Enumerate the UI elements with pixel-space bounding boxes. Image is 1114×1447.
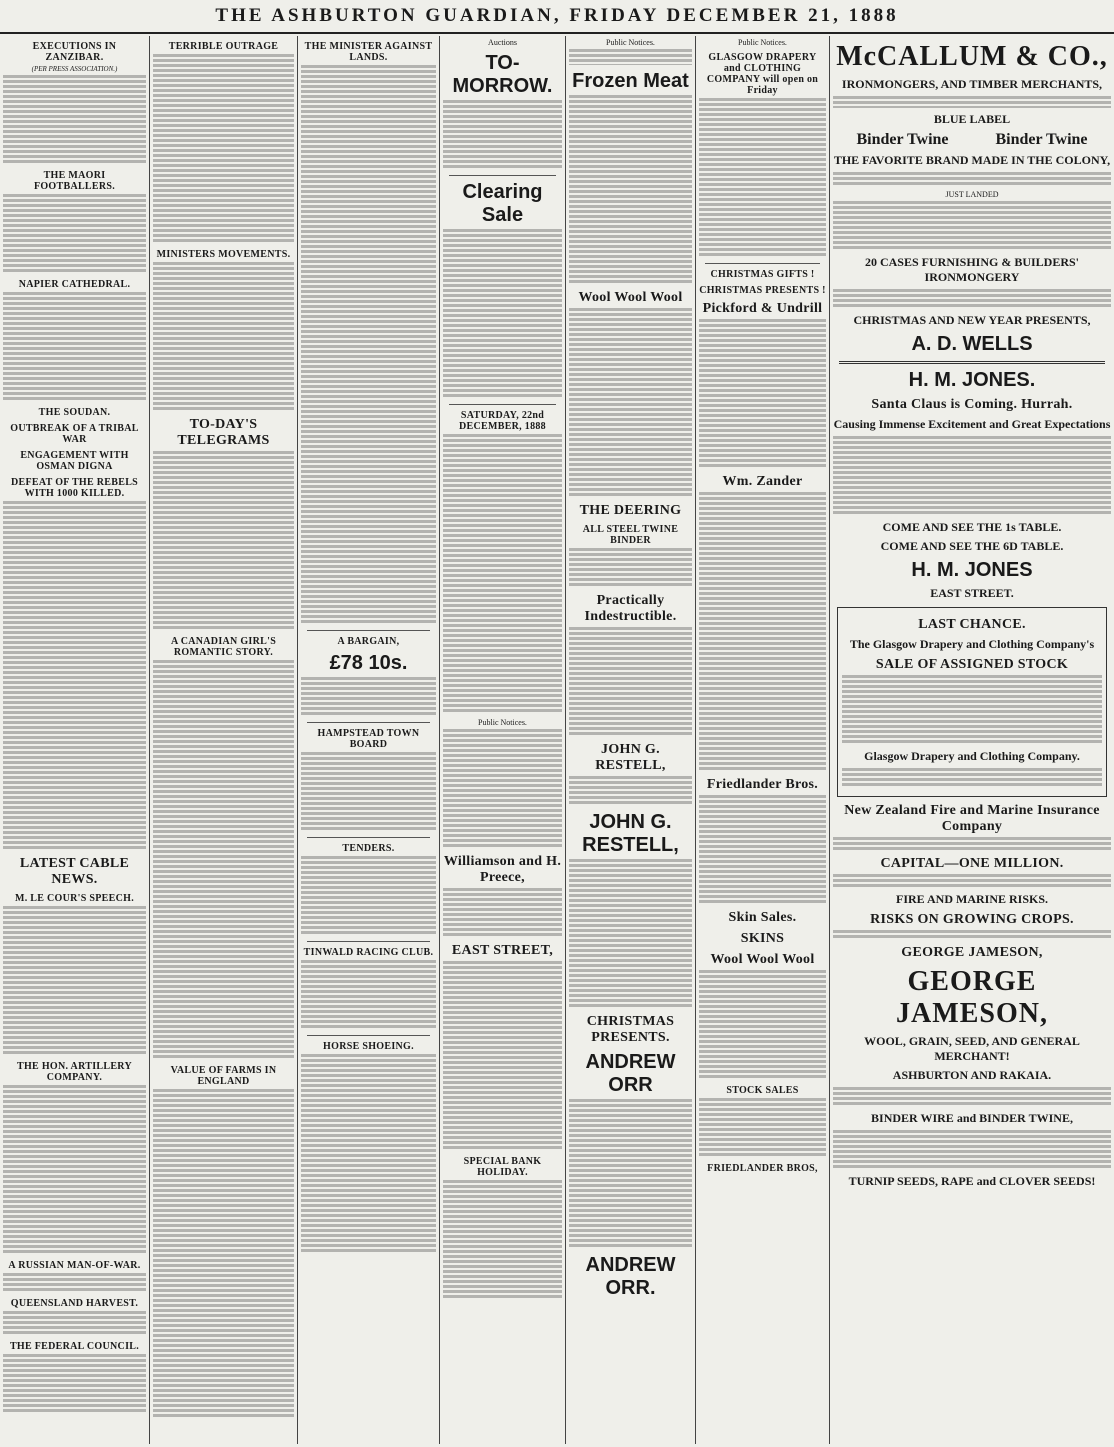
headline: H. M. JONES (911, 559, 1033, 581)
advert-text (833, 201, 1111, 251)
headline: COME AND SEE THE 6D TABLE. (880, 539, 1064, 553)
column-6 (696, 36, 830, 1444)
divider (307, 1035, 430, 1036)
headline: LAST CHANCE. (918, 617, 1026, 632)
article-text (3, 194, 146, 274)
headline: SKINS (740, 931, 785, 946)
column-7 (830, 36, 1114, 1444)
headline: Friedlander Bros. (706, 777, 819, 792)
headline: FIRE AND MARINE RISKS. (895, 892, 1049, 906)
headline: Wool Wool Wool (578, 290, 683, 305)
headline: Santa Claus is Coming. Hurrah. (871, 397, 1073, 412)
article-text (3, 292, 146, 402)
article-text (301, 65, 436, 625)
column-3 (298, 36, 440, 1444)
divider (839, 361, 1105, 364)
divider (307, 837, 430, 838)
headline: SATURDAY, 22nd DECEMBER, 1888 (459, 410, 546, 432)
price: £78 10s. (329, 652, 408, 674)
divider (307, 722, 430, 723)
advert-text (569, 776, 692, 806)
headline: JUST LANDED (945, 190, 999, 199)
headline: JOHN G. RESTELL, (582, 811, 679, 856)
column-4 (440, 36, 566, 1444)
section-label: Public Notices. (478, 718, 527, 727)
advert-text (443, 729, 562, 849)
advert-text (443, 434, 562, 714)
headline: Clearing Sale (462, 181, 543, 226)
divider (449, 404, 556, 405)
press-credit: (PER PRESS ASSOCIATION.) (31, 65, 118, 73)
headline: STOCK SALES (726, 1085, 799, 1096)
section-label: Public Notices. (606, 38, 655, 47)
advert-text (833, 874, 1111, 888)
headline: A BARGAIN, (337, 636, 400, 647)
advert-text (699, 1098, 826, 1158)
headline: TURNIP SEEDS, RAPE and CLOVER SEEDS! (848, 1174, 1096, 1188)
advert-text (569, 95, 692, 285)
advert-text (833, 436, 1111, 516)
advert-text (833, 289, 1111, 309)
advert-text (699, 795, 826, 905)
advert-text (301, 752, 436, 832)
headline: THE DEERING (579, 503, 682, 518)
advert-text (301, 1054, 436, 1254)
headline: GLASGOW DRAPERY and CLOTHING COMPANY will open on Friday (706, 52, 819, 96)
headline: 20 CASES FURNISHING & BUILDERS' IRONMONGERY (864, 255, 1080, 284)
advert-text (443, 100, 562, 170)
headline: A CANADIAN GIRL'S ROMANTIC STORY. (170, 636, 277, 658)
headline: M. LE COUR'S SPEECH. (14, 893, 135, 904)
advert-text (569, 49, 692, 65)
headline: RISKS ON GROWING CROPS. (870, 912, 1074, 927)
article-text (3, 1311, 146, 1336)
advert-text (443, 888, 562, 938)
headline: QUEENSLAND HARVEST. (10, 1298, 139, 1309)
advert-text (842, 768, 1102, 788)
headline: LATEST CABLE NEWS. (19, 856, 130, 887)
article-text (153, 1089, 294, 1419)
headline: SALE OF ASSIGNED STOCK (875, 657, 1069, 672)
article-text (3, 75, 146, 165)
advert-box (837, 607, 1107, 797)
advert-text (569, 627, 692, 737)
article-text (3, 1085, 146, 1255)
headline: Pickford & Undrill (702, 301, 823, 316)
headline: VALUE OF FARMS IN ENGLAND (170, 1065, 277, 1087)
section-label: Auctions (488, 38, 517, 47)
advert-text (699, 492, 826, 772)
article-text (153, 451, 294, 631)
advert-text (443, 229, 562, 399)
headline: Binder Twine (995, 131, 1088, 148)
headline: IRONMONGERS, AND TIMBER MERCHANTS, (841, 77, 1103, 91)
advert-text (833, 837, 1111, 851)
headline: THE FAVORITE BRAND MADE IN THE COLONY, (833, 153, 1111, 167)
headline: CHRISTMAS AND NEW YEAR PRESENTS, (853, 313, 1091, 327)
article-text (153, 660, 294, 1060)
headline: Glasgow Drapery and Clothing Company. (864, 749, 1080, 763)
headline: ALL STEEL TWINE BINDER (582, 524, 679, 546)
divider (449, 175, 556, 176)
headline: HORSE SHOEING. (323, 1041, 414, 1052)
section-label: Public Notices. (738, 38, 787, 47)
headline: COME AND SEE THE 1s TABLE. (882, 520, 1062, 534)
headline: ENGAGEMENT WITH OSMAN DIGNA (20, 450, 129, 472)
advert-text (301, 960, 436, 1030)
article-text (3, 501, 146, 851)
headline: CHRISTMAS GIFTS ! (710, 269, 815, 280)
headline: FRIEDLANDER BROS, (707, 1163, 818, 1174)
headline: BLUE LABEL (933, 112, 1011, 126)
advert-text (842, 675, 1102, 745)
headline: A RUSSIAN MAN-OF-WAR. (8, 1260, 141, 1271)
advert-text (443, 961, 562, 1151)
headline: DEFEAT OF THE REBELS WITH 1000 KILLED. (10, 477, 139, 499)
advert-text (699, 319, 826, 469)
headline: Binder Twine (856, 131, 949, 148)
headline: THE FEDERAL COUNCIL. (9, 1341, 140, 1352)
headline: EXECUTIONS IN ZANZIBAR. (32, 41, 117, 63)
headline: TERRIBLE OUTRAGE (168, 41, 279, 52)
divider (307, 630, 430, 631)
advert-text (699, 98, 826, 258)
advert-text (301, 856, 436, 936)
headline: ASHBURTON AND RAKAIA. (892, 1068, 1052, 1082)
headline: WOOL, GRAIN, SEED, AND GENERAL MERCHANT! (864, 1034, 1080, 1063)
headline: CHRISTMAS PRESENTS ! (699, 285, 826, 296)
headline: HAMPSTEAD TOWN BOARD (317, 728, 420, 750)
advert-text (443, 1180, 562, 1300)
headline: THE MAORI FOOTBALLERS. (33, 170, 116, 192)
headline: McCALLUM & CO., (836, 41, 1108, 72)
headline: Frozen Meat (572, 70, 689, 92)
advert-text (833, 96, 1111, 108)
headline: A. D. WELLS (911, 333, 1033, 355)
advert-text (699, 970, 826, 1080)
article-text (153, 54, 294, 244)
divider (705, 263, 820, 264)
headline: OUTBREAK OF A TRIBAL WAR (10, 423, 139, 445)
headline: MINISTERS MOVEMENTS. (156, 249, 291, 260)
headline: CHRISTMAS PRESENTS. (586, 1014, 675, 1045)
article-text (153, 262, 294, 412)
headline: EAST STREET. (930, 586, 1014, 600)
headline: Williamson and H. Preece, (443, 854, 562, 885)
column-5 (566, 36, 696, 1444)
advert-text (569, 859, 692, 1009)
headline: Wool Wool Wool (710, 952, 815, 967)
headline: NAPIER CATHEDRAL. (18, 279, 131, 290)
headline: Practically Indestructible. (584, 593, 677, 624)
headline: GEORGE JAMESON, (896, 966, 1048, 1029)
advert-text (833, 930, 1111, 940)
advert-text (301, 677, 436, 717)
headline: JOHN G. RESTELL, (595, 742, 666, 773)
headline: THE MINISTER AGAINST LANDS. (304, 41, 433, 63)
headline: Causing Immense Excitement and Great Expectations (833, 417, 1111, 431)
headline-pair (833, 131, 1111, 149)
article-text (3, 1273, 146, 1293)
advert-text (833, 1087, 1111, 1107)
headline: The Glasgow Drapery and Clothing Company's (849, 637, 1095, 651)
headline: H. M. JONES. (908, 369, 1036, 391)
headline: ANDREW ORR (585, 1051, 676, 1096)
article-text (3, 906, 146, 1056)
headline: SPECIAL BANK HOLIDAY. (463, 1156, 542, 1178)
headline: TO-MORROW. (452, 52, 553, 97)
advert-text (833, 1130, 1111, 1170)
column-2 (150, 36, 298, 1444)
headline: THE HON. ARTILLERY COMPANY. (17, 1061, 132, 1083)
headline: ANDREW ORR. (585, 1254, 676, 1299)
headline: BINDER WIRE and BINDER TWINE, (871, 1111, 1073, 1125)
headline: Wm. Zander (722, 474, 803, 489)
headline: THE SOUDAN. (38, 407, 111, 418)
headline: Skin Sales. (728, 910, 797, 925)
headline: GEORGE JAMESON, (901, 945, 1043, 960)
headline: New Zealand Fire and Marine Insurance Company (844, 803, 1100, 834)
headline: EAST STREET, (451, 943, 554, 958)
headline: TINWALD RACING CLUB. (303, 947, 434, 958)
column-1 (0, 36, 150, 1444)
divider (307, 941, 430, 942)
advert-text (569, 1099, 692, 1249)
headline: TENDERS. (342, 843, 395, 854)
advert-text (569, 308, 692, 498)
article-text (3, 1354, 146, 1414)
masthead: THE ASHBURTON GUARDIAN, FRIDAY DECEMBER 21, 1888 (0, 0, 1114, 34)
advert-text (569, 548, 692, 588)
advert-text (833, 172, 1111, 186)
headline: CAPITAL—ONE MILLION. (880, 856, 1064, 871)
headline: TO-DAY'S TELEGRAMS (177, 417, 270, 448)
